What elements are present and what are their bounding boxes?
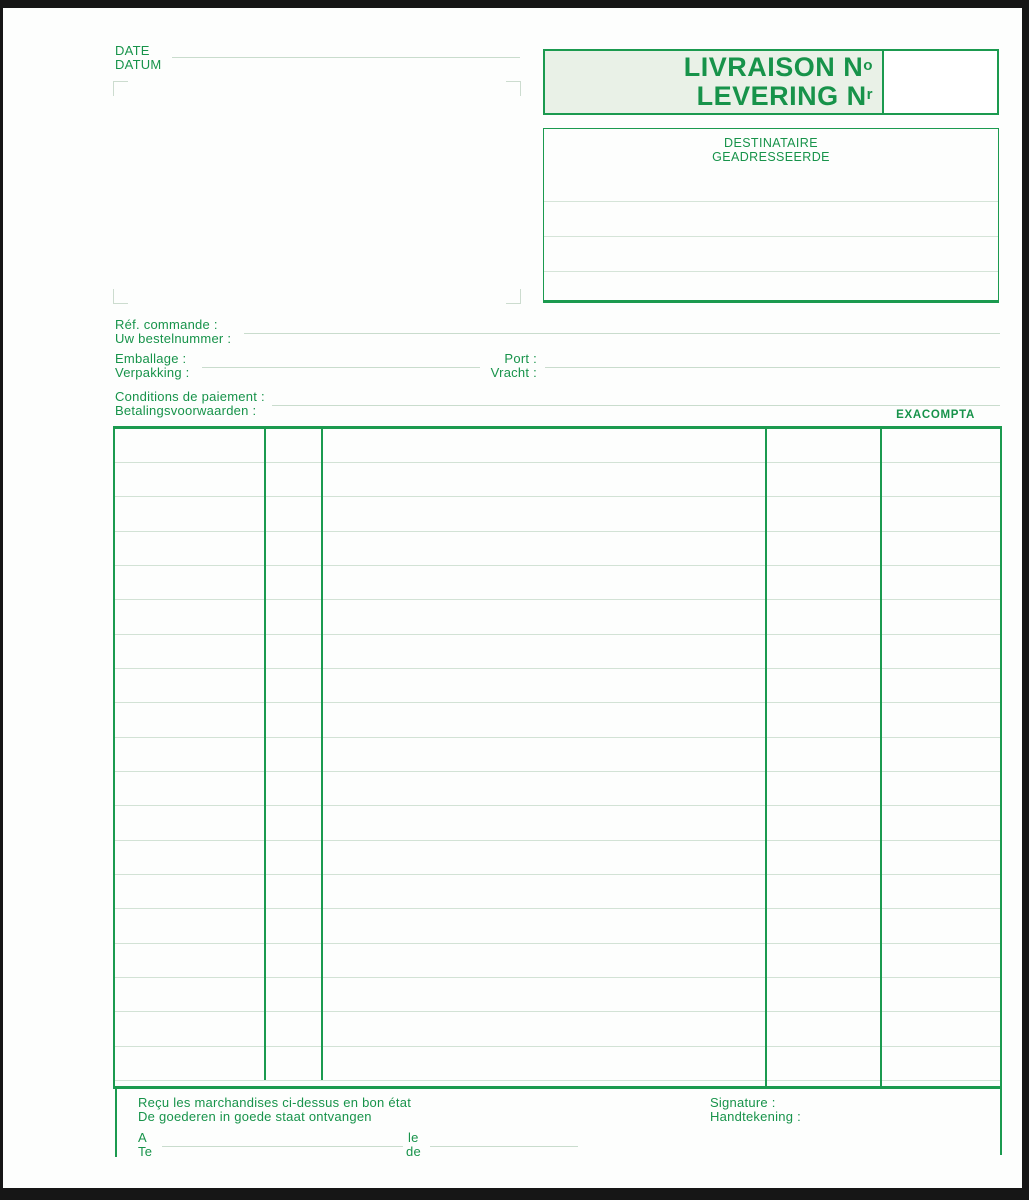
table-column-divider (765, 429, 767, 1086)
title-box (543, 49, 999, 115)
emballage-label-nl: Verpakking : (115, 365, 190, 380)
ref-label-fr: Réf. commande : (115, 317, 218, 332)
ref-fill-line (244, 333, 1000, 334)
brand-exacompta: EXACOMPTA (896, 409, 975, 421)
destinataire-label-fr: DESTINATAIRE (724, 136, 818, 150)
delivery-number-field (882, 51, 997, 113)
port-fill-line (545, 367, 1000, 368)
title-line-fr: LIVRAISON $N^o$ (683, 52, 873, 82)
address-window-corner-bottom-left (113, 289, 128, 304)
frame-left (0, 0, 3, 1200)
title-line-nl: LEVERING $N^r$ (696, 81, 873, 111)
frame-right (1022, 0, 1029, 1200)
destinataire-box (543, 128, 999, 303)
date-at-fill-line (430, 1146, 578, 1147)
address-window-corner-top-right (506, 81, 521, 96)
emballage-fill-line (202, 367, 480, 368)
destinataire-rule-line (544, 271, 998, 272)
destinataire-rule-line (544, 201, 998, 202)
frame-bottom (0, 1188, 1029, 1200)
table-row-line (115, 531, 1000, 532)
place-fill-line (162, 1146, 403, 1147)
table-row-line (115, 737, 1000, 738)
table-row-line (115, 702, 1000, 703)
received-text-nl: De goederen in goede staat ontvangen (138, 1109, 372, 1124)
table-column-divider (321, 429, 323, 1080)
table-row-line (115, 565, 1000, 566)
table-row-line (115, 496, 1000, 497)
table-row-line (115, 1080, 1000, 1081)
conditions-fill-line (272, 405, 1000, 406)
table-row-line (115, 668, 1000, 669)
date-label-fr: DATE (115, 43, 150, 58)
port-label-nl: Vracht : (490, 365, 537, 380)
destinataire-header (544, 129, 998, 164)
port-label-fr: Port : (504, 351, 537, 366)
destinataire-rule-line (544, 236, 998, 237)
received-text-fr: Reçu les marchandises ci-dessus en bon état (138, 1095, 412, 1110)
table-row-line (115, 943, 1000, 944)
emballage-label-fr: Emballage : (115, 351, 187, 366)
ref-label-nl: Uw bestelnummer : (115, 331, 232, 346)
place-label-fr: A (138, 1130, 147, 1145)
title-label-area (545, 51, 882, 113)
address-window-corner-top-left (113, 81, 128, 96)
table-row-line (115, 634, 1000, 635)
conditions-label-nl: Betalingsvoorwaarden : (115, 403, 257, 418)
date-at-label-nl: de (406, 1144, 421, 1159)
table-row-line (115, 1046, 1000, 1047)
table-row-line (115, 771, 1000, 772)
destinataire-label-nl: GEADRESSEERDE (712, 150, 830, 164)
address-window-corner-bottom-right (506, 289, 521, 304)
table-row-line (115, 977, 1000, 978)
table-row-line (115, 805, 1000, 806)
table-left-border-extension (115, 1089, 117, 1157)
items-table (113, 426, 1002, 1089)
table-row-line (115, 599, 1000, 600)
table-row-line (115, 1011, 1000, 1012)
date-label-nl: DATUM (115, 57, 162, 72)
table-column-divider (264, 429, 266, 1080)
place-label-nl: Te (138, 1144, 153, 1159)
table-column-divider (880, 429, 882, 1086)
table-row-line (115, 908, 1000, 909)
table-right-border-extension (1000, 1089, 1002, 1155)
date-fill-line (172, 57, 520, 58)
date-at-label-fr: le (408, 1130, 419, 1145)
conditions-label-fr: Conditions de paiement : (115, 389, 265, 404)
table-row-line (115, 840, 1000, 841)
table-row-line (115, 462, 1000, 463)
signature-label-nl: Handtekening : (710, 1109, 801, 1124)
signature-label-fr: Signature : (710, 1095, 776, 1110)
frame-top (0, 0, 1029, 8)
table-row-line (115, 874, 1000, 875)
